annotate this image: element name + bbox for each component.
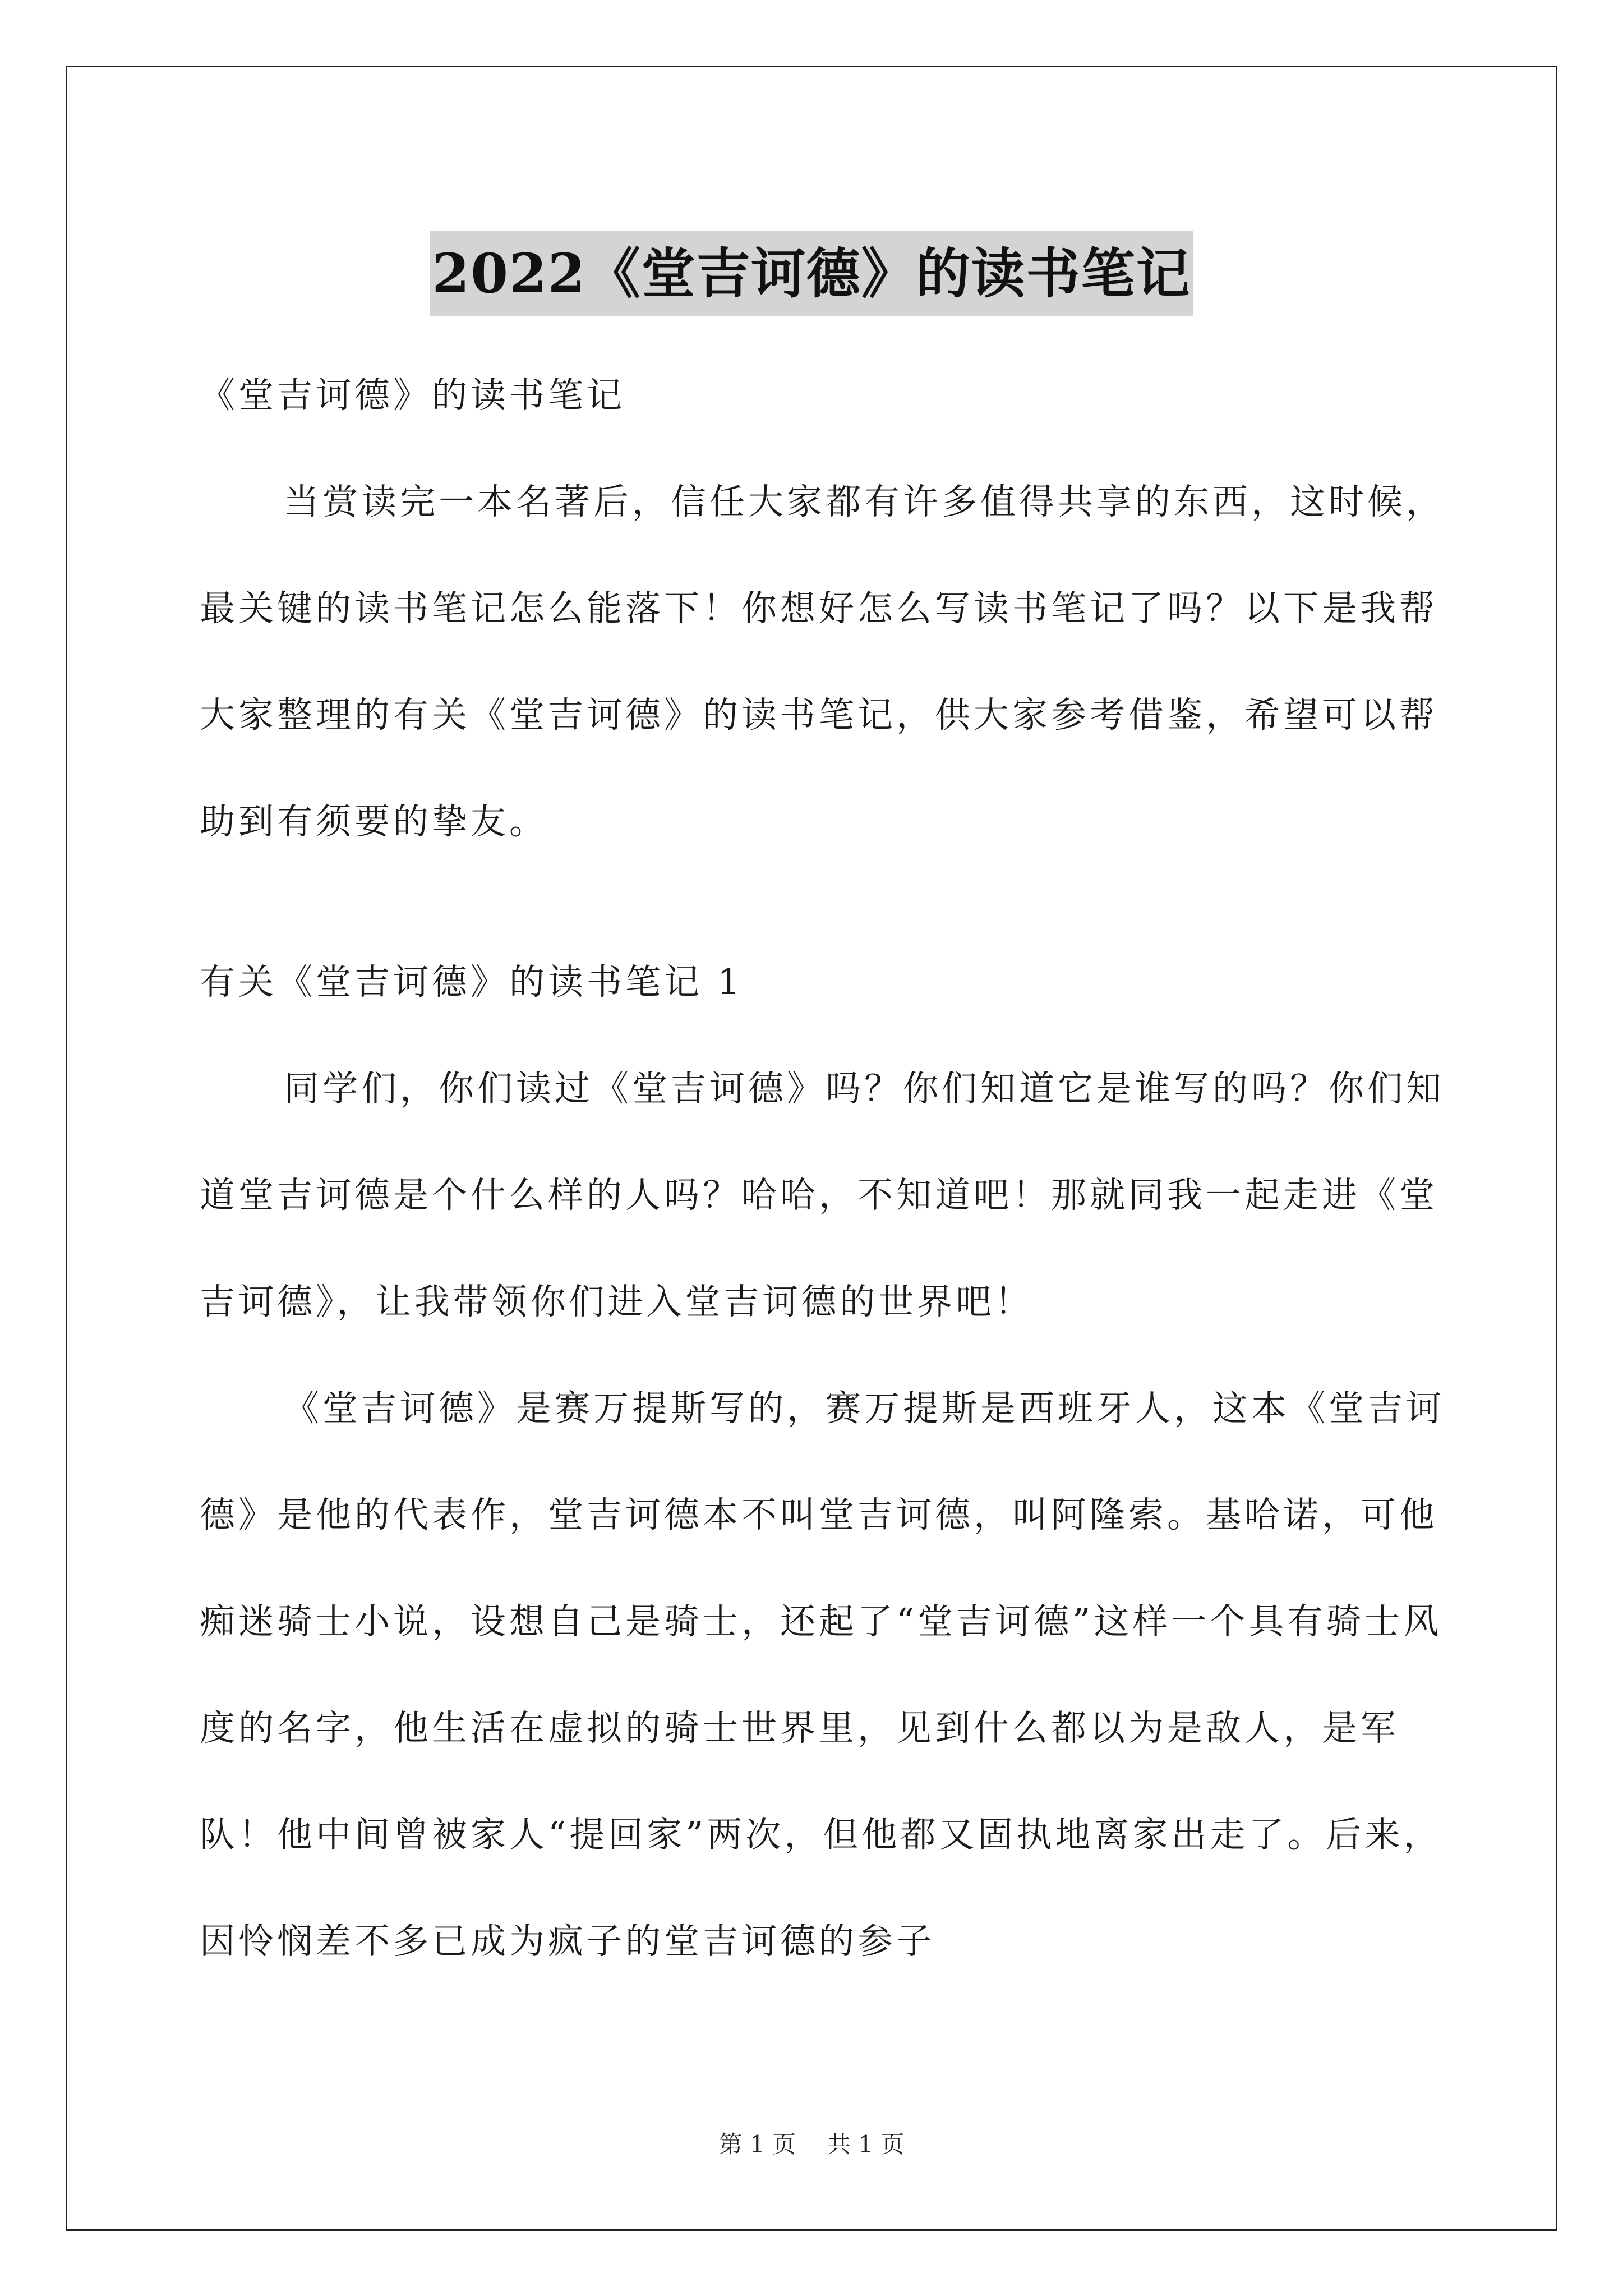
document-subtitle: 《堂吉诃德》的读书笔记 [200, 375, 625, 416]
document-body [200, 342, 1456, 1995]
intro-paragraph: 当赏读完一本名著后，信任大家都有许多值得共享的东西，这时候，最关键的读书笔记怎么能落下！你想好怎么写读书笔记了吗？以下是我帮大家整理的有关《堂吉诃德》的读书笔记，供大家参考借鉴，希望可以帮助到有须要的挚友。 [200, 481, 1445, 842]
page-total: 共 1 页 [827, 2131, 905, 2158]
document-title: 2022《堂吉诃德》的读书笔记 [430, 231, 1193, 316]
body-paragraph-1: 同学们，你们读过《堂吉诃德》吗？你们知道它是谁写的吗？你们知道堂吉诃德是个什么样的人吗？哈哈，不知道吧！那就同我一起走进《堂吉诃德》，让我带领你们进入堂吉诃德的世界吧！ [200, 1068, 1445, 1322]
page-number: 第 1 页 [718, 2131, 796, 2158]
title-container [0, 195, 1623, 353]
body-paragraph-2: 《堂吉诃德》是赛万提斯写的，赛万提斯是西班牙人，这本《堂吉诃德》是他的代表作，堂吉诃德本不叫堂吉诃德，叫阿隆索。基哈诺，可他痴迷骑士小说，设想自己是骑士，还起了“堂吉诃德”这样一个具有骑士风度的名字，他生活在虚拟的骑士世界里，见到什么都以为是敌人，是军队！他中间曾被家人“提回家”两次，但他都又固执地离家出走了。后来，因怜悯差不多已成为疯子的堂吉诃德的参子 [200, 1388, 1445, 1962]
section-gap [200, 875, 1456, 929]
page-footer [0, 2126, 1623, 2160]
section-heading: 有关《堂吉诃德》的读书笔记 1 [200, 961, 744, 1002]
